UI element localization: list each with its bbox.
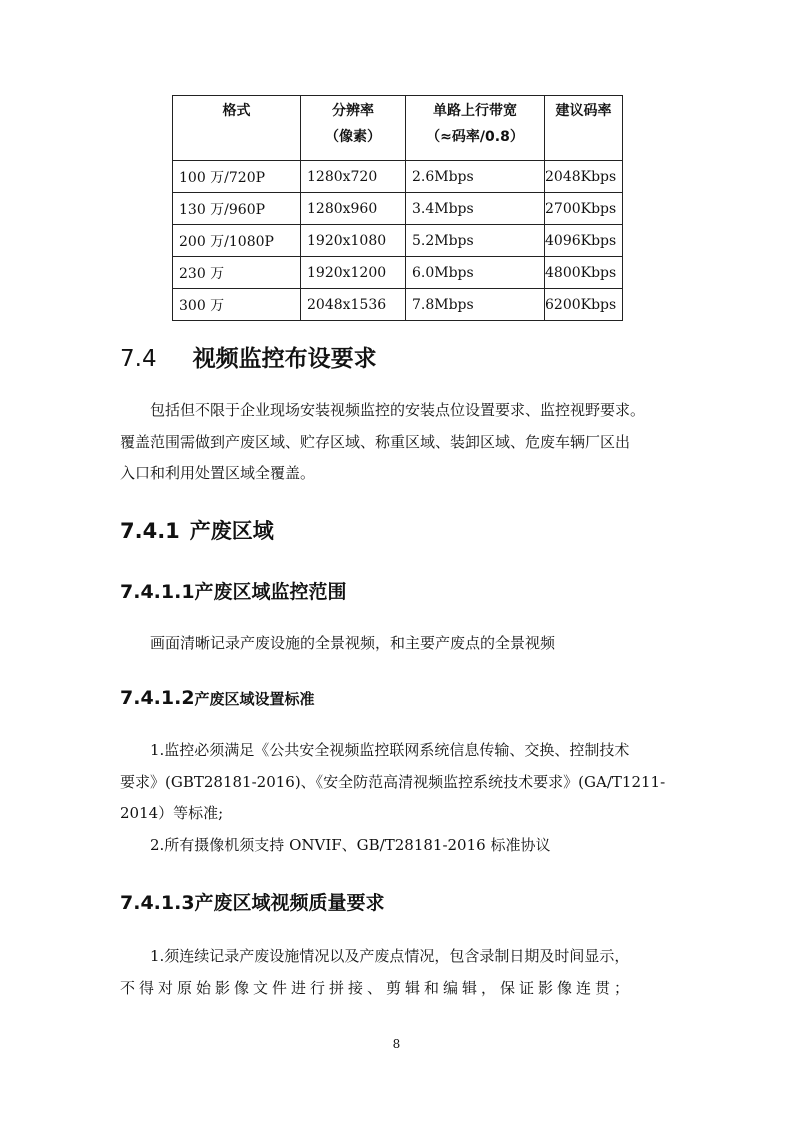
cell-format: 200 万/1080P (173, 225, 301, 257)
paragraph-7-4-1-3: 1.须连续记录产废设施情况以及产废点情况，包含录制日期及时间显示， 不得对原始影像文件进行拼接、剪辑和编辑，保证影像连贯； (120, 947, 634, 997)
paragraph-7-4: 包括但不限于企业现场安装视频监控的安装点位设置要求、监控视野要求。 覆盖范围需做到产废区域、贮存区域、称重区域、装卸区域、危废车辆厂区出 入口和利用处置区域全覆盖。 (120, 401, 646, 482)
page-number: 8 (392, 1037, 401, 1051)
cell-bitrate: 6200Kbps (545, 289, 623, 321)
table-row (173, 257, 623, 289)
table-header-row (173, 96, 623, 161)
cell-format: 100 万/720P (173, 161, 301, 193)
cell-format: 300 万 (173, 289, 301, 321)
cell-format: 130 万/960P (173, 193, 301, 225)
cell-resolution: 1280x720 (301, 161, 406, 193)
cell-bitrate: 4096Kbps (545, 225, 623, 257)
cell-resolution: 1920x1200 (301, 257, 406, 289)
heading-7-4-1-2: 7.4.1.2产废区域设置标准 (120, 687, 315, 709)
cell-bandwidth: 6.0Mbps (406, 257, 545, 289)
cell-resolution: 2048x1536 (301, 289, 406, 321)
table-row (173, 193, 623, 225)
spec-table (172, 95, 623, 321)
paragraph-7-4-1-1: 画面清晰记录产废设施的全景视频，和主要产废点的全景视频 (150, 634, 556, 652)
cell-bitrate: 2048Kbps (545, 161, 623, 193)
cell-format: 230 万 (173, 257, 301, 289)
header-resolution: 分辨率 （像素） (301, 96, 406, 161)
cell-bandwidth: 3.4Mbps (406, 193, 545, 225)
heading-7-4-1-3: 7.4.1.3产废区域视频质量要求 (120, 892, 385, 914)
heading-7-4-1-1: 7.4.1.1产废区域监控范围 (120, 581, 347, 603)
paragraph-7-4-1-2: 1.监控必须满足《公共安全视频监控联网系统信息传输、交换、控制技术 要求》(GBT28181-2016)、《安全防范高清视频监控系统技术要求》(GA/T1211- 2014）等标准; 2.所有摄像机须支持 ONVIF、GB/T28181-2016 标准协议 (120, 741, 666, 854)
cell-resolution: 1280x960 (301, 193, 406, 225)
cell-bitrate: 2700Kbps (545, 193, 623, 225)
cell-resolution: 1920x1080 (301, 225, 406, 257)
table-row (173, 225, 623, 257)
heading-7-4: 7.4 视频监控布设要求 (120, 346, 377, 372)
header-bandwidth: 单路上行带宽 （≈码率/0.8） (406, 96, 545, 161)
cell-bandwidth: 5.2Mbps (406, 225, 545, 257)
cell-bandwidth: 2.6Mbps (406, 161, 545, 193)
cell-bitrate: 4800Kbps (545, 257, 623, 289)
table-row (173, 161, 623, 193)
header-bitrate: 建议码率 (545, 96, 623, 161)
cell-bandwidth: 7.8Mbps (406, 289, 545, 321)
heading-7-4-1: 7.4.1 产废区域 (120, 519, 274, 543)
table-row (173, 289, 623, 321)
header-format: 格式 (173, 96, 301, 161)
